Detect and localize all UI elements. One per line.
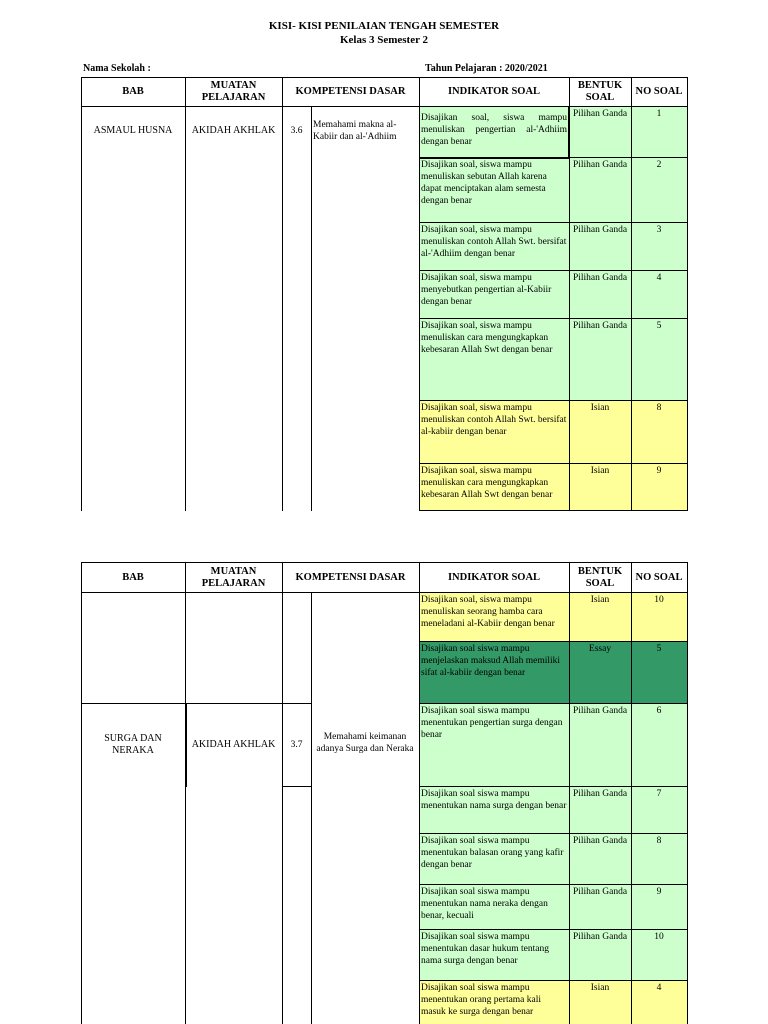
bentuk-cell: Isian bbox=[590, 403, 610, 413]
indikator-cell: Disajikan soal, siswa mampu menuliskan cara mengungkapkan kebesaran Allah Swt dengan benar bbox=[421, 466, 553, 500]
no-soal-cell: 1 bbox=[656, 109, 662, 119]
academic-year-label: Tahun Pelajaran : 2020/2021 bbox=[425, 63, 548, 74]
bentuk-cell: Isian bbox=[590, 466, 610, 476]
bentuk-cell: Pilihan Ganda bbox=[572, 932, 628, 942]
indikator-cell: Disajikan soal siswa mampu menjelaskan maksud Allah memiliki sifat al-kabiir dengan benar bbox=[421, 644, 561, 678]
col-header-indikator: INDIKATOR SOAL bbox=[447, 571, 541, 583]
no-soal-cell: 9 bbox=[656, 887, 662, 897]
bentuk-cell: Pilihan Ganda bbox=[572, 789, 628, 799]
bentuk-cell: Pilihan Ganda bbox=[572, 160, 628, 170]
document-subtitle: Kelas 3 Semester 2 bbox=[339, 34, 429, 46]
no-soal-cell: 9 bbox=[656, 466, 662, 476]
col-header-muatan: MUATAN PELAJARAN bbox=[201, 565, 266, 589]
bentuk-cell: Pilihan Ganda bbox=[572, 706, 628, 716]
bentuk-cell: Pilihan Ganda bbox=[572, 225, 628, 235]
no-soal-cell: 3 bbox=[656, 225, 662, 235]
document-title: KISI- KISI PENILAIAN TENGAH SEMESTER bbox=[268, 20, 500, 32]
col-header-bentuk: BENTUK SOAL bbox=[577, 80, 623, 103]
no-soal-cell: 4 bbox=[656, 273, 662, 283]
indikator-cell: Disajikan soal siswa mampu menentukan nama surga dengan benar bbox=[421, 789, 567, 811]
muatan-cell: AKIDAH AKHLAK bbox=[191, 125, 276, 136]
indikator-cell: Disajikan soal, siswa mampu menuliskan contoh Allah Swt. bersifat al-kabiir dengan benar bbox=[421, 403, 567, 437]
indikator-cell: Disajikan soal, siswa mampu menuliskan sebutan Allah karena dapat menciptakan alam semesta dengan benar bbox=[421, 160, 547, 206]
no-soal-cell: 8 bbox=[656, 836, 662, 846]
indikator-cell: Disajikan soal, siswa mampu menuliskan seorang hamba cara meneladani al-Kabiir dengan benar bbox=[421, 595, 555, 629]
indikator-cell: Disajikan soal, siswa mampu menyebutkan pengertian al-Kabiir dengan benar bbox=[421, 273, 552, 307]
kd-description: Memahami makna al-Kabiir dan al-'Adhiim bbox=[313, 120, 397, 142]
no-soal-cell: 8 bbox=[656, 403, 662, 413]
col-header-no: NO SOAL bbox=[635, 571, 683, 583]
kd-number: 3.7 bbox=[290, 740, 303, 750]
no-soal-cell: 10 bbox=[654, 932, 664, 942]
kd-number: 3.6 bbox=[290, 126, 303, 136]
bentuk-cell: Pilihan Ganda bbox=[572, 273, 628, 283]
no-soal-cell: 2 bbox=[656, 160, 662, 170]
indikator-cell: Disajikan soal siswa mampu menentukan dasar hukum tentang nama surga dengan benar bbox=[421, 932, 549, 966]
bentuk-cell: Pilihan Ganda bbox=[572, 109, 628, 119]
bentuk-cell: Essay bbox=[588, 644, 612, 654]
col-header-indikator: INDIKATOR SOAL bbox=[447, 86, 541, 97]
col-header-kd: KOMPETENSI DASAR bbox=[295, 86, 406, 97]
kd-description: Memahami keimanan adanya Surga dan Neraka bbox=[316, 732, 414, 754]
indikator-cell: Disajikan soal siswa mampu menentukan pengertian surga dengan benar bbox=[421, 706, 563, 740]
indikator-cell: Disajikan soal, siswa mampu menuliskan pengertian al-'Adhiim dengan benar bbox=[421, 113, 567, 147]
no-soal-cell: 7 bbox=[656, 789, 662, 799]
indikator-cell: Disajikan soal siswa mampu menentukan nama neraka dengan benar, kecuali bbox=[421, 887, 548, 921]
col-header-bab: BAB bbox=[122, 571, 144, 583]
indikator-cell: Disajikan soal, siswa mampu menuliskan cara mengungkapkan kebesaran Allah Swt dengan benar bbox=[421, 321, 553, 355]
col-header-kd: KOMPETENSI DASAR bbox=[295, 571, 406, 583]
bab-cell: SURGA DAN NERAKA bbox=[104, 733, 162, 756]
bentuk-cell: Pilihan Ganda bbox=[572, 836, 628, 846]
no-soal-cell: 5 bbox=[656, 321, 662, 331]
no-soal-cell: 10 bbox=[654, 595, 664, 605]
bentuk-cell: Isian bbox=[590, 595, 610, 605]
indikator-cell: Disajikan soal, siswa mampu menuliskan contoh Allah Swt. bersifat al-'Adhiim dengan benar bbox=[421, 225, 567, 259]
col-header-bab: BAB bbox=[122, 86, 144, 97]
col-header-no: NO SOAL bbox=[635, 86, 683, 97]
col-header-bentuk: BENTUK SOAL bbox=[577, 565, 623, 589]
school-name-label: Nama Sekolah : bbox=[83, 63, 151, 74]
bentuk-cell: Isian bbox=[590, 983, 610, 993]
no-soal-cell: 5 bbox=[656, 644, 662, 654]
indikator-cell: Disajikan soal siswa mampu menentukan balasan orang yang kafir dengan benar bbox=[421, 836, 564, 870]
muatan-cell: AKIDAH AKHLAK bbox=[191, 739, 276, 750]
bentuk-cell: Pilihan Ganda bbox=[572, 321, 628, 331]
indikator-cell: Disajikan soal siswa mampu menentukan orang pertama kali masuk ke surga dengan benar bbox=[421, 983, 542, 1017]
bentuk-cell: Pilihan Ganda bbox=[572, 887, 628, 897]
no-soal-cell: 4 bbox=[656, 983, 662, 993]
col-header-muatan: MUATAN PELAJARAN bbox=[201, 80, 266, 103]
bab-cell: ASMAUL HUSNA bbox=[93, 125, 173, 136]
no-soal-cell: 6 bbox=[656, 706, 662, 716]
